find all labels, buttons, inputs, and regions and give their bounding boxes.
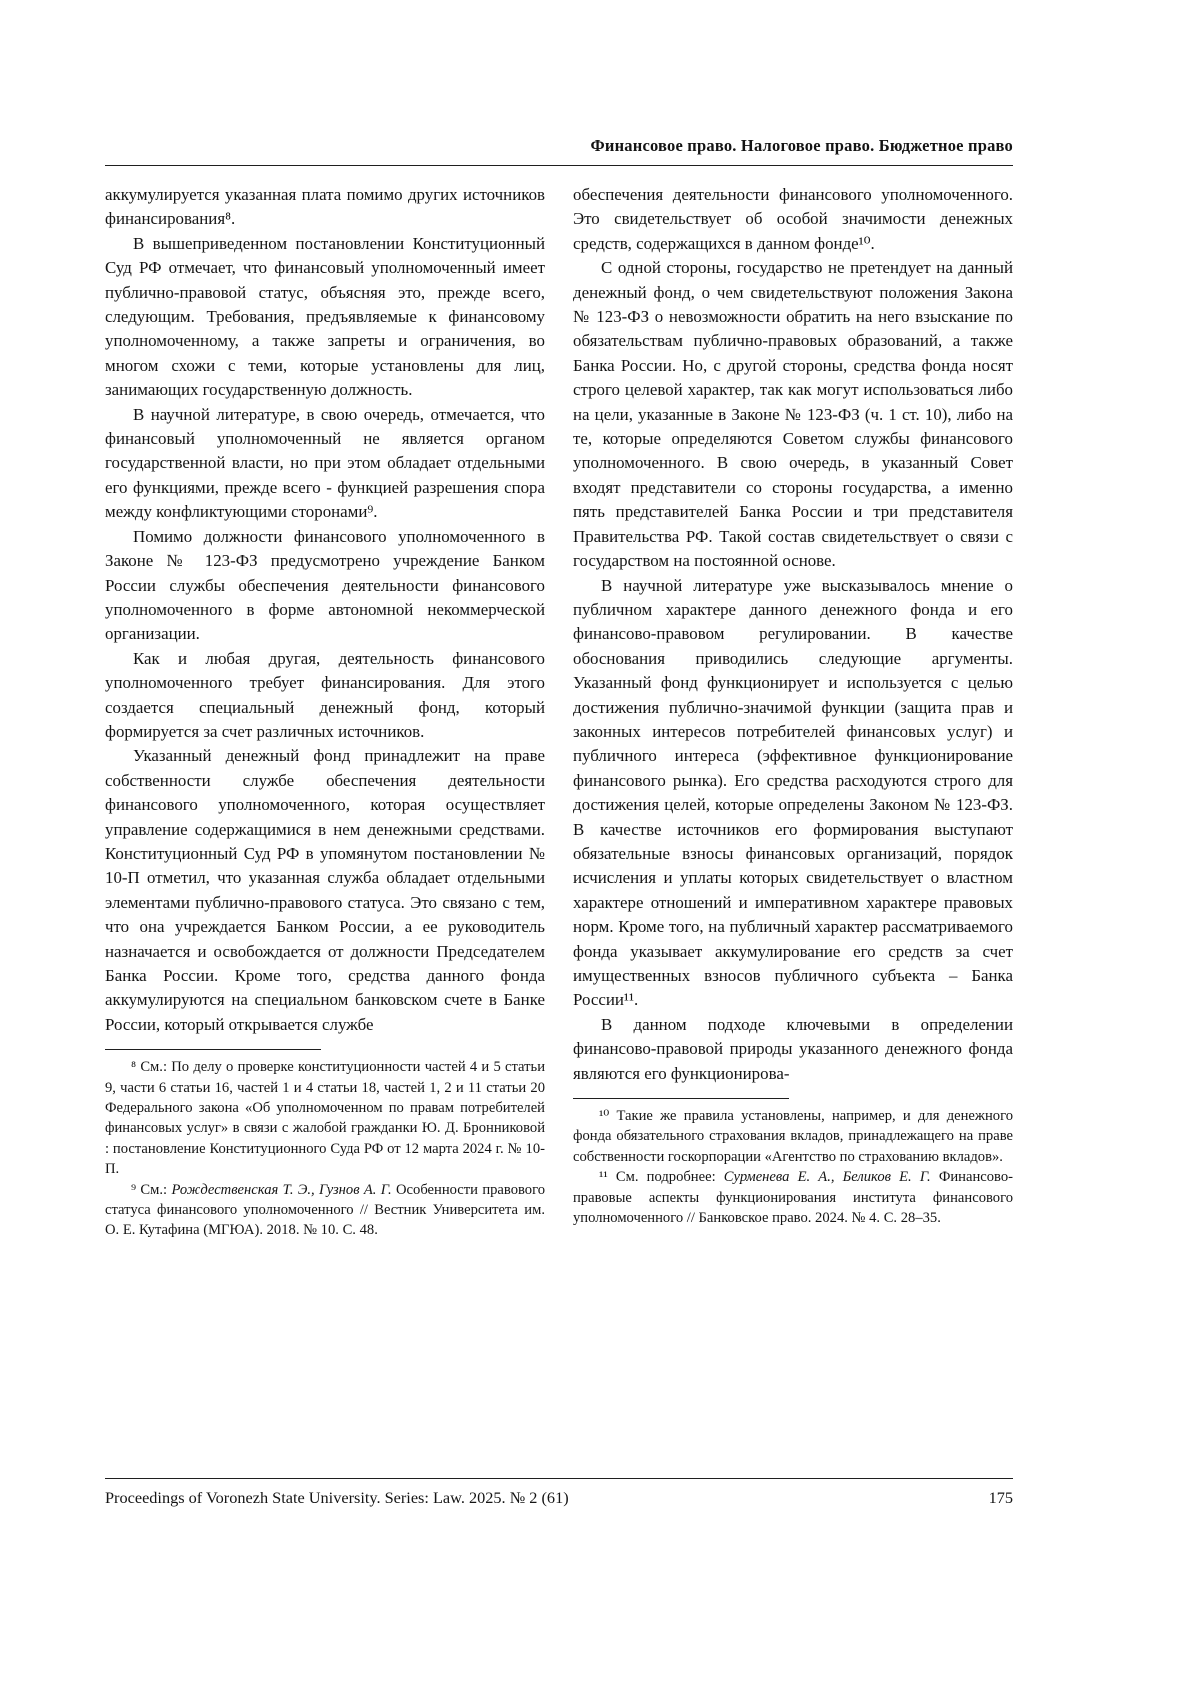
paragraph: аккумулируется указанная плата помимо других источников финансирования⁸. xyxy=(105,185,545,229)
footer-row xyxy=(105,1488,1013,1508)
page-footer xyxy=(105,1478,1013,1508)
footnote-separator xyxy=(573,1098,789,1099)
footnote xyxy=(573,1106,1013,1167)
footnote-text: ⁸ См.: По делу о проверке конституционности частей 4 и 5 статьи 9, части 6 статьи 16, частей 1 и 4 статьи 18, частей 1, 2 и 11 статьи 20 Федерального закона «Об уполномоченном по правам потребителей финансовых услуг» в связи с жалобой гражданки Ю. Д. Бронниковой : постановление Конституционного Суда РФ от 12 марта 2024 г. № 10-П. xyxy=(105,1059,545,1178)
footnote-separator xyxy=(105,1049,321,1050)
paragraph: Помимо должности финансового уполномоченного в Законе № 123-ФЗ предусмотрено учреждение Банком России службы обеспечения деятельности финансового уполномоченного в форме автономной некоммерческой организации. xyxy=(105,526,545,644)
paragraph: Указанный денежный фонд принадлежит на праве собственности службе обеспечения деятельности финансового уполномоченного, которая осуществляет управление содержащимися в нем денежными средствами. Конституционный Суд РФ в упомянутом постановлении № 10-П отметил, что указанная служба обладает отдельными элементами публично-правового статуса. Это связано с тем, что она учреждается Банком России, а ее руководитель назначается и освобождается от должности Председателем Банка России. Кроме того, средства данного фонда аккумулируются на специальном банковском счете в Банке России, который открывается службе xyxy=(105,746,545,1034)
footnote-authors: Сурменева Е. А., Беликов Е. Г. xyxy=(723,1169,931,1186)
footnote-text: Финансово-правовые аспекты функционирования института финансового уполномоченного // Банковское право. 2024. № 4. С. 28–35. xyxy=(573,1169,1014,1227)
paragraph: В научной литературе, в свою очередь, отмечается, что финансовый уполномоченный не является органом государственной власти, но при этом обладает отдельными его функциями, прежде всего - функцией разрешения спора между конфликтующими сторонами⁹. xyxy=(105,404,545,522)
paragraph: С одной стороны, государство не претендует на данный денежный фонд, о чем свидетельствуют положения Закона № 123-ФЗ о невозможности обратить на него взыскание по обязательствам публично-правовых образований, а также Банка России. Но, с другой стороны, средства фонда носят строго целевой характер, так как могут использоваться либо на цели, указанные в Законе № 123-ФЗ (ч. 1 ст. 10), либо на те, которые определяются Советом службы финансового уполномоченного. В свою очередь, в указанный Совет входят представители со стороны государства, а именно пять представителей Банка России и три представителя Правительства РФ. Такой состав свидетельствует о связи с государством на постоянной основе. xyxy=(573,258,1013,571)
footer-rule xyxy=(105,1478,1013,1479)
footnote-text: ⁹ См.: xyxy=(131,1181,172,1198)
left-footnotes xyxy=(105,1049,545,1241)
paragraph: обеспечения деятельности финансового уполномоченного. Это свидетельствует об особой значимости денежных средств, содержащихся в данном фонде¹⁰. xyxy=(573,185,1013,253)
paragraph: В данном подходе ключевыми в определении финансово-правовой природы указанного денежного фонда являются его функционирова- xyxy=(573,1014,1013,1083)
page-content xyxy=(105,136,1013,1241)
paragraph: В вышеприведенном постановлении Конституционный Суд РФ отмечает, что финансовый уполномоченный имеет публично-правовой статус, объясняя это, прежде всего, следующим. Требования, предъявляемые к финансовому уполномоченному, а также запреты и ограничения, во многом схожи с теми, которые установлены для лиц, занимающих государственную должность. xyxy=(105,233,545,400)
right-footnotes xyxy=(573,1098,1013,1228)
footnote xyxy=(105,1180,545,1241)
paragraph: Как и любая другая, деятельность финансового уполномоченного требует финансирования. Для этого создается специальный денежный фонд, который формируется за счет различных источников. xyxy=(105,648,545,741)
running-head: Финансовое право. Налоговое право. Бюджетное право xyxy=(590,136,1013,155)
footnote-text: ¹¹ См. подробнее: xyxy=(599,1169,724,1186)
two-column-body xyxy=(105,183,1013,1241)
footnote xyxy=(105,1057,545,1179)
page-number: 175 xyxy=(988,1488,1013,1507)
left-column xyxy=(105,183,545,1241)
footnote-authors: Рождественская Т. Э., Гузнов А. Г. xyxy=(171,1181,392,1198)
footnote-text: ¹⁰ Такие же правила установлены, например, и для денежного фонда обязательного страхования вкладов, принадлежащего на праве собственности госкорпорации «Агентство по страхованию вкладов». xyxy=(573,1108,1013,1165)
header-rule xyxy=(105,165,1013,166)
footnote xyxy=(573,1167,1013,1228)
paragraph: В научной литературе уже высказывалось мнение о публичном характере данного денежного фонда и его финансово-правовом регулировании. В качестве обоснования приводились следующие аргументы. Указанный фонд функционирует и используется с целью достижения публично-значимой функции (защита прав и законных интересов потребителей финансовых услуг) и публичного интереса (эффективное функционирование финансового рынка). Его средства расходуются строго для достижения целей, которые определены Законом № 123-ФЗ. В качестве источников его формирования выступают обязательные взносы финансовых организаций, порядок исчисления и уплаты которых свидетельствует о властном характере отношений и императивном характере правовых норм. Кроме того, на публичный характер рассматриваемого фонда указывает аккумулирование его средств за счет имущественных взносов публичного субъекта – Банка России¹¹. xyxy=(573,575,1013,1010)
footnote-text: Особенности правового статуса финансового уполномоченного // Вестник Университета им. О. Е. Кутафина (МГЮА). 2018. № 10. С. 48. xyxy=(105,1181,545,1239)
right-column xyxy=(573,183,1013,1228)
footer-citation: Proceedings of Voronezh State University. Series: Law. 2025. № 2 (61) xyxy=(105,1488,569,1507)
